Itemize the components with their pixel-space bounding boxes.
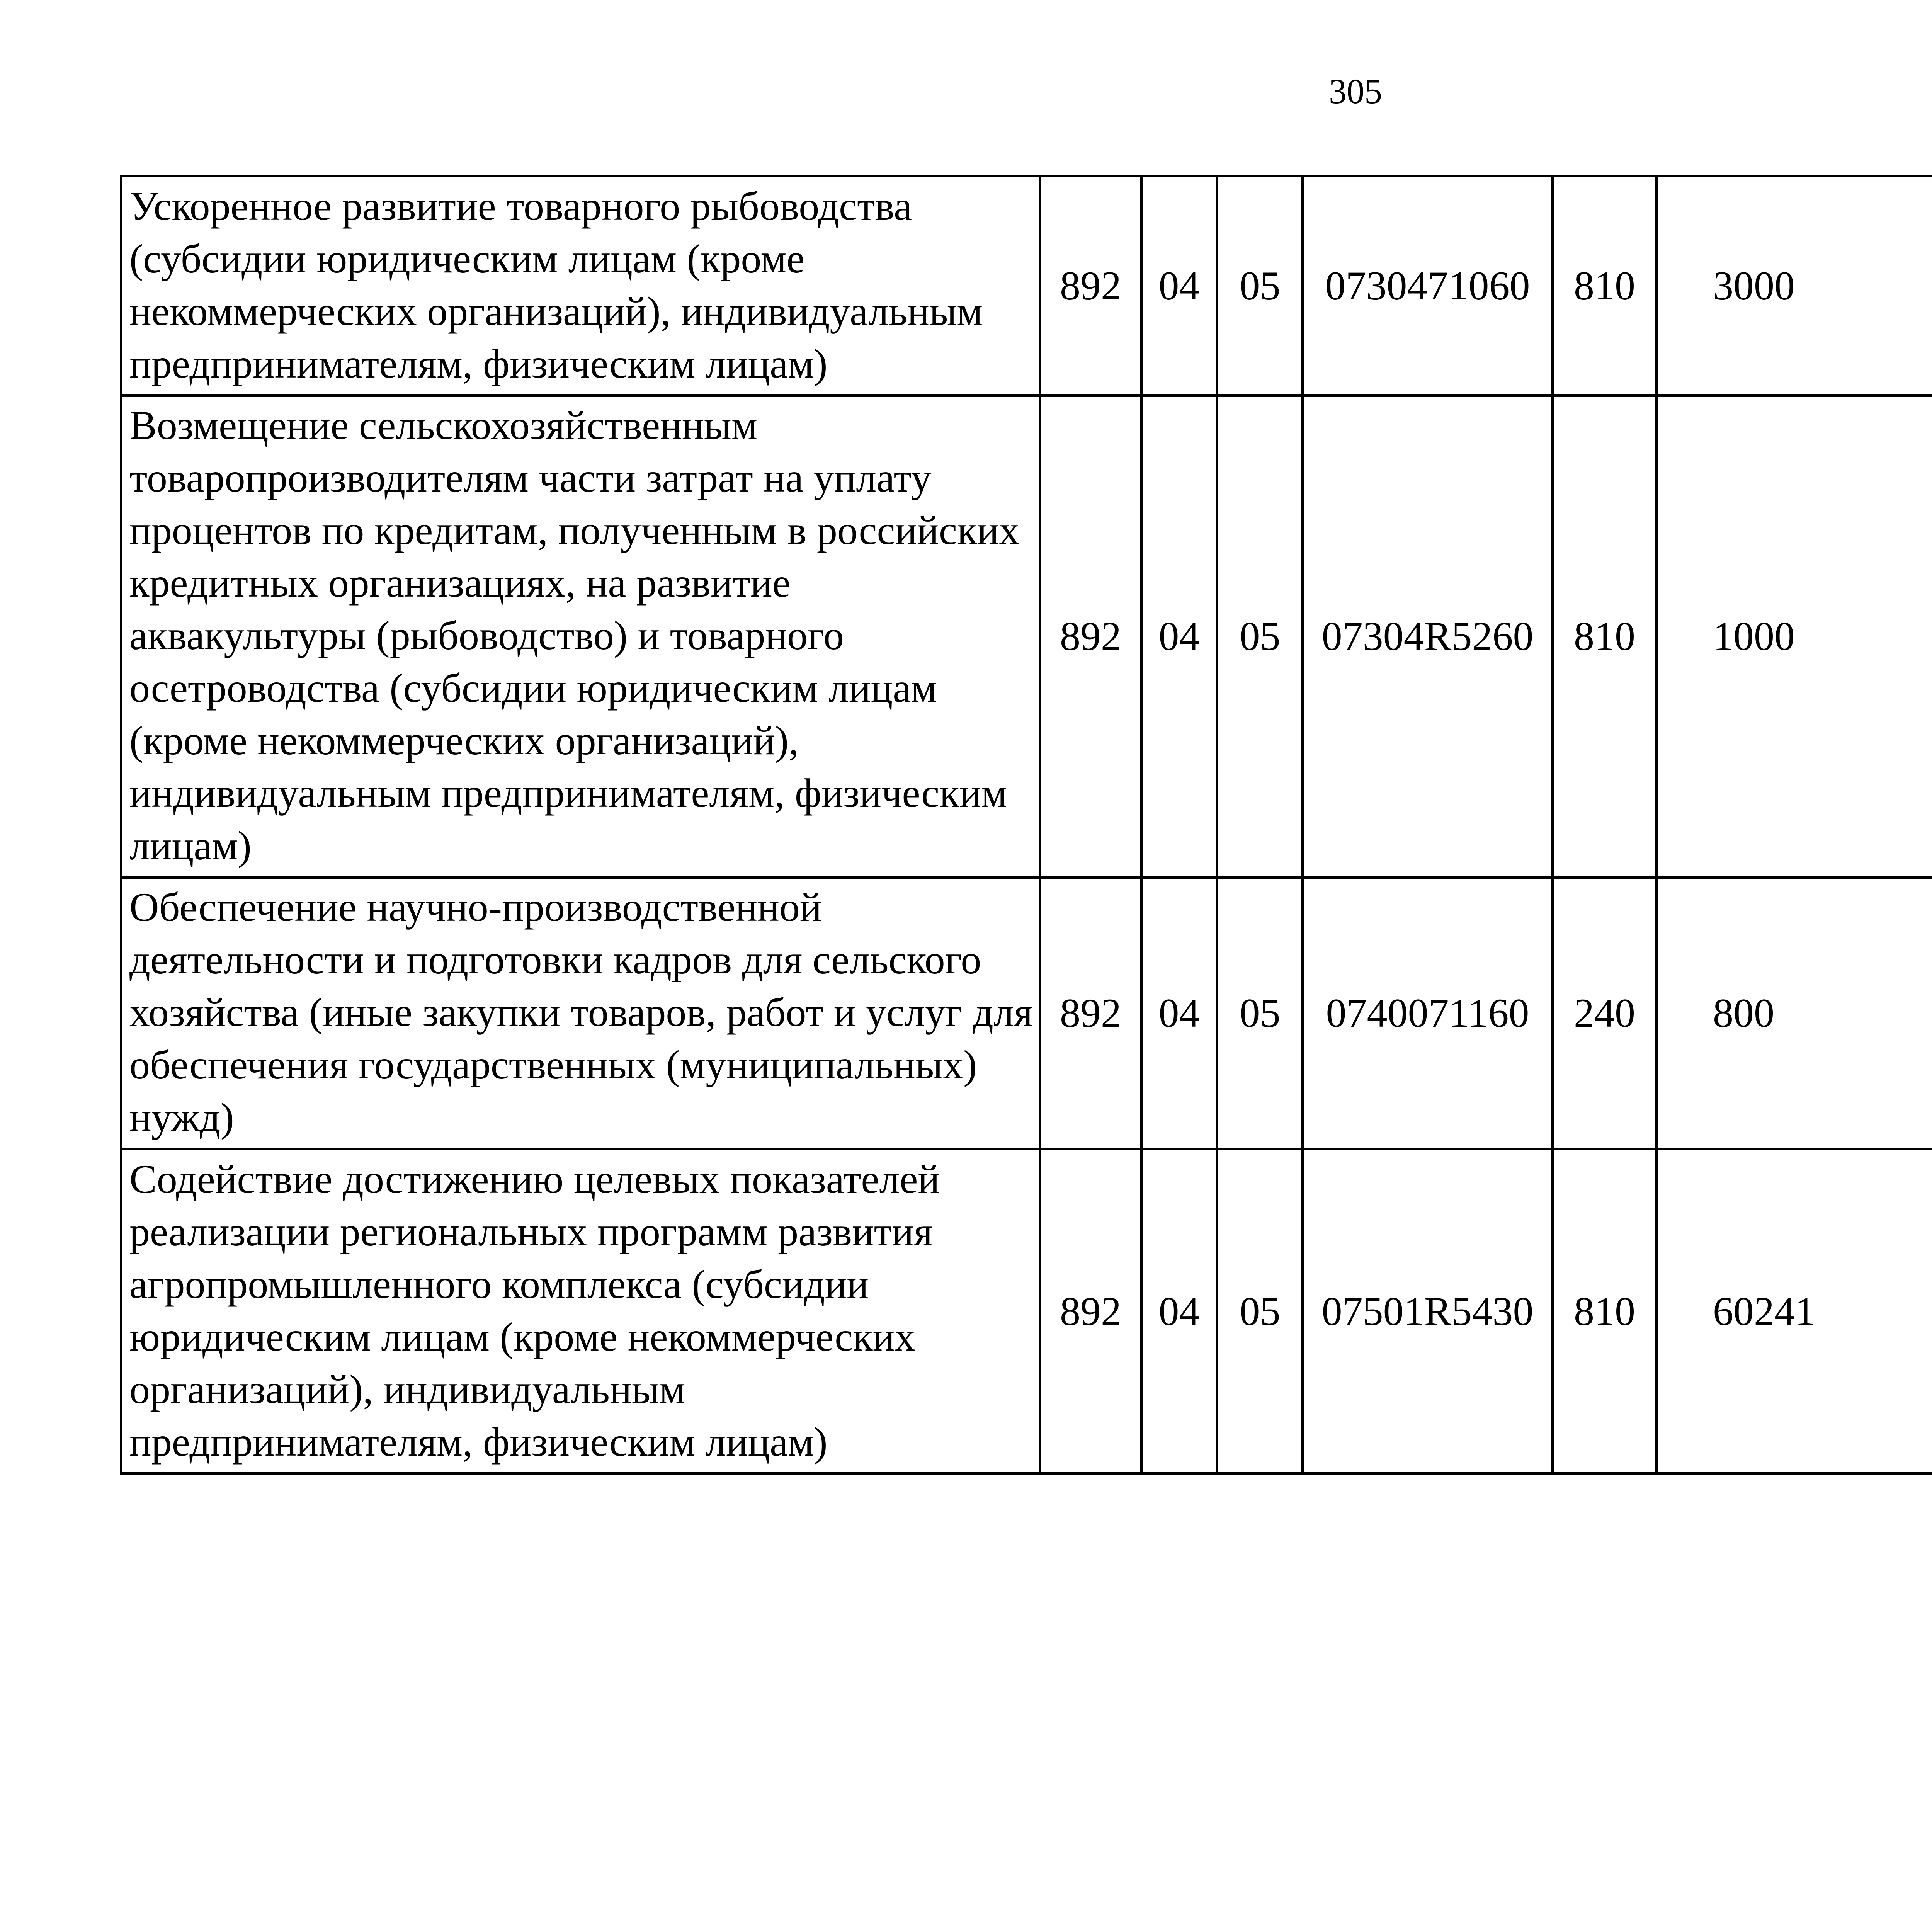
expense-type-code: 810 xyxy=(1553,1149,1657,1474)
amount-year-1: 1000 xyxy=(1657,396,1932,878)
row-description: Возмещение сельскохозяйственным товаропроизводителям части затрат на уплату процентов по кредитам, полученным в российских кредитных организациях, на развитие аквакультуры (рыбоводство) и товарного осетроводства (субсидии юридическим лицам (кроме некоммерческих организаций), индивидуальным предпринимателям, физическим лицам) xyxy=(121,396,1040,878)
target-article-code: 0730471060 xyxy=(1303,176,1553,396)
expense-type-code: 810 xyxy=(1553,396,1657,878)
table-row xyxy=(121,176,1932,396)
target-article-code: 07304R5260 xyxy=(1303,396,1553,878)
row-description: Ускоренное развитие товарного рыбоводства (субсидии юридическим лицам (кроме некоммерческих организаций), индивидуальным предпринимателям, физическим лицам) xyxy=(121,176,1040,396)
row-description: Содействие достижению целевых показателей реализации региональных программ развития агропромышленного комплекса (субсидии юридическим лицам (кроме некоммерческих организаций), индивидуальным предпринимателям, физическим лицам) xyxy=(121,1149,1040,1474)
section-code: 04 xyxy=(1141,176,1217,396)
expense-type-code: 810 xyxy=(1553,176,1657,396)
table-row xyxy=(121,878,1932,1149)
grbs-code: 892 xyxy=(1040,878,1141,1149)
table-row xyxy=(121,396,1932,878)
target-article-code: 0740071160 xyxy=(1303,878,1553,1149)
page-number: 305 xyxy=(1329,71,1382,111)
amount-year-1: 800 xyxy=(1657,878,1932,1149)
expense-type-code: 240 xyxy=(1553,878,1657,1149)
subsection-code: 05 xyxy=(1217,1149,1303,1474)
grbs-code: 892 xyxy=(1040,396,1141,878)
amount-year-1: 3000 xyxy=(1657,176,1932,396)
subsection-code: 05 xyxy=(1217,878,1303,1149)
section-code: 04 xyxy=(1141,396,1217,878)
subsection-code: 05 xyxy=(1217,396,1303,878)
row-description: Обеспечение научно-производственной деятельности и подготовки кадров для сельского хозяйства (иные закупки товаров, работ и услуг для обеспечения государственных (муниципальных) нужд) xyxy=(121,878,1040,1149)
section-code: 04 xyxy=(1141,878,1217,1149)
budget-table xyxy=(120,175,1932,1475)
section-code: 04 xyxy=(1141,1149,1217,1474)
amount-year-1: 60241 xyxy=(1657,1149,1932,1474)
grbs-code: 892 xyxy=(1040,1149,1141,1474)
subsection-code: 05 xyxy=(1217,176,1303,396)
grbs-code: 892 xyxy=(1040,176,1141,396)
table-row xyxy=(121,1149,1932,1474)
target-article-code: 07501R5430 xyxy=(1303,1149,1553,1474)
